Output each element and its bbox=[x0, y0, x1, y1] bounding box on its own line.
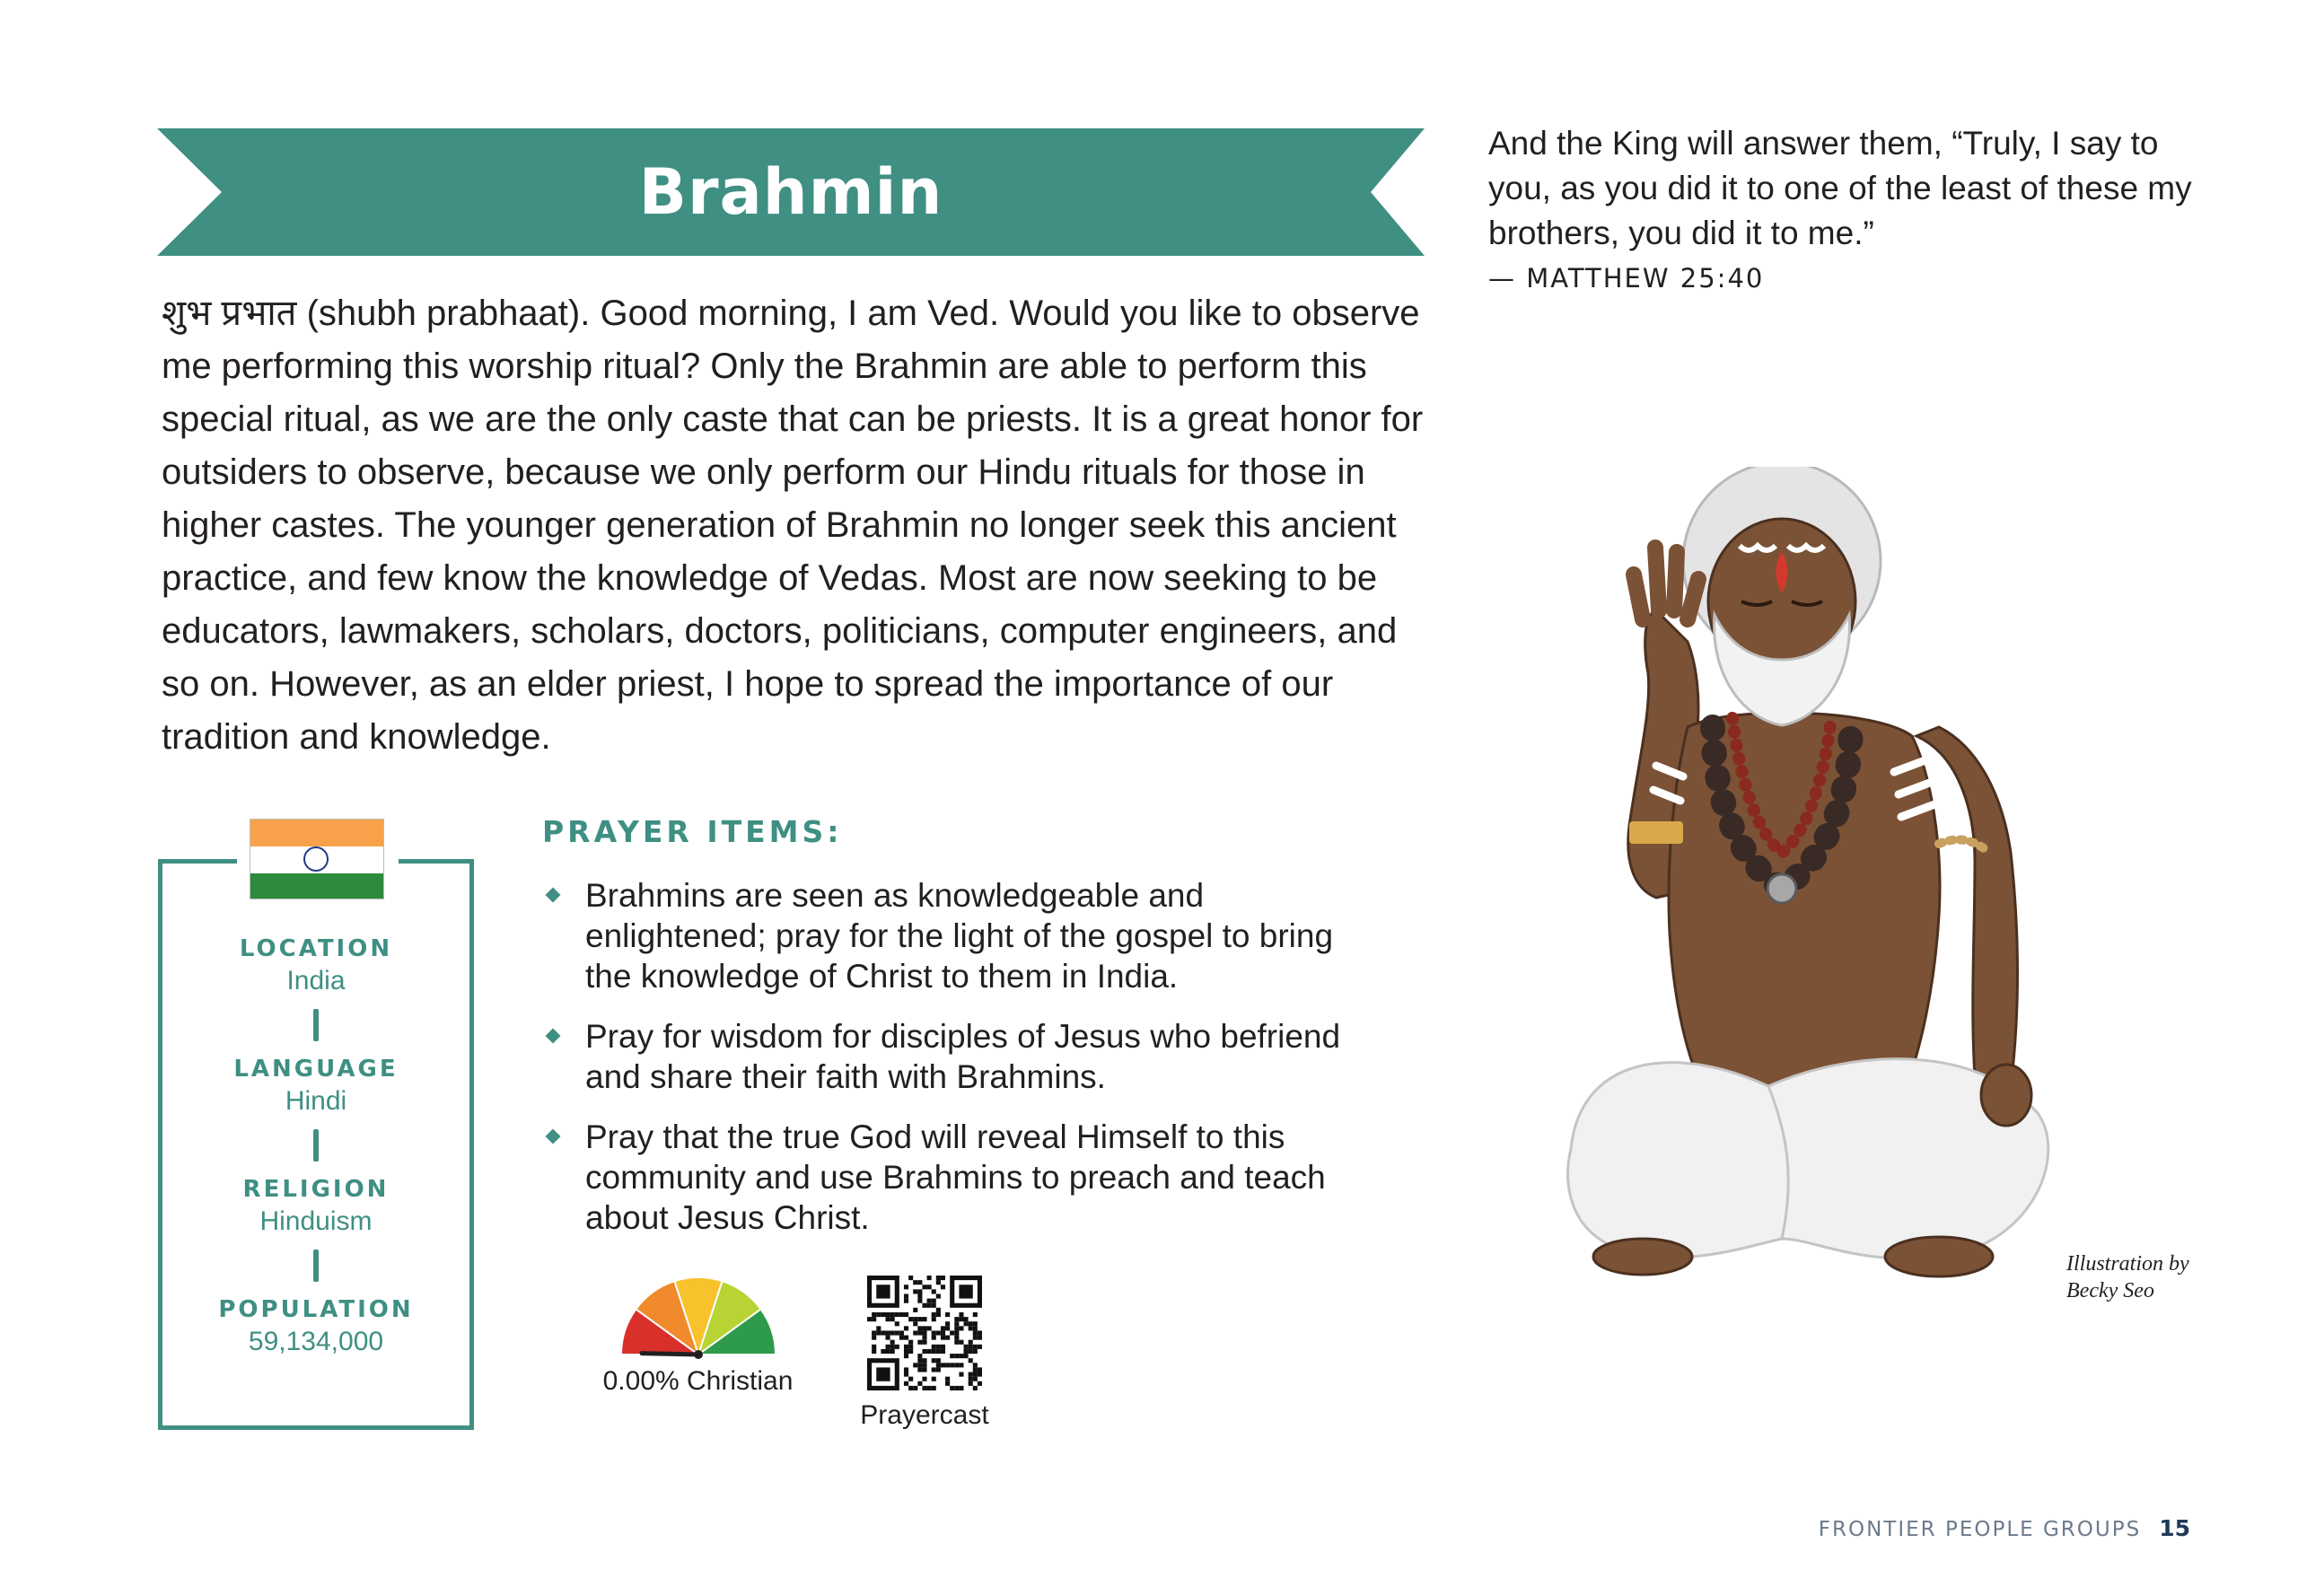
religion-label: RELIGION bbox=[242, 1176, 390, 1203]
credit-line-2: Becky Seo bbox=[2066, 1279, 2154, 1302]
population-label: POPULATION bbox=[218, 1296, 414, 1323]
diamond-bullet-icon bbox=[546, 1129, 561, 1144]
prayer-item-text: Brahmins are seen as knowledgeable and enlightened; pray for the light of the gospel to bring the knowledge of Christ to them in India. bbox=[585, 877, 1334, 995]
prayer-heading: PRAYER ITEMS: bbox=[542, 814, 843, 849]
ashoka-chakra-icon bbox=[303, 846, 329, 872]
population-value: 59,134,000 bbox=[248, 1327, 384, 1356]
diamond-bullet-icon bbox=[546, 888, 561, 903]
brahmin-priest-illustration bbox=[1472, 467, 2101, 1364]
prayer-list bbox=[542, 875, 1350, 1258]
language-label: LANGUAGE bbox=[233, 1056, 399, 1083]
info-divider bbox=[313, 1009, 319, 1041]
intro-paragraph: शुभ प्रभात (shubh prabhaat). Good morning, I am Ved. Would you like to observe me performing this worship ritual? Only the Brahmin are able to perform this special ritual, as we are the only caste that can be priests. It is a great honor for outsiders to observe, because we only perform our Hindu rituals for those in higher castes. The younger generation of Brahmin no longer seek this ancient practice, and few know the knowledge of Vedas. Most are now seeking to be educators, lawmakers, scholars, doctors, politicians, computer engineers, and so on. However, as an elder priest, I hope to spread the importance of our tradition and knowledge. bbox=[162, 294, 1424, 757]
gauge-label: 0.00% Christian bbox=[602, 1366, 794, 1396]
prayer-item bbox=[542, 1016, 1350, 1097]
prayer-item bbox=[542, 1117, 1350, 1238]
illustration-credit bbox=[2066, 1250, 2246, 1304]
gauge-pivot bbox=[694, 1350, 703, 1359]
language-value: Hindi bbox=[285, 1086, 347, 1116]
location-value: India bbox=[286, 966, 346, 995]
page-number: 15 bbox=[2159, 1515, 2190, 1541]
page-title: Brahmin bbox=[638, 155, 943, 229]
india-flag-icon bbox=[250, 819, 384, 899]
prayer-item-text: Pray for wisdom for disciples of Jesus who befriend and share their faith with Brahmins. bbox=[585, 1018, 1341, 1095]
page-footer bbox=[1819, 1515, 2190, 1541]
location-label: LOCATION bbox=[239, 935, 393, 962]
qr-code-icon[interactable] bbox=[867, 1276, 982, 1390]
info-divider bbox=[313, 1129, 319, 1162]
scripture-reference: — MATTHEW 25:40 bbox=[1488, 263, 1765, 294]
religion-value: Hinduism bbox=[259, 1206, 373, 1236]
title-banner bbox=[157, 128, 1425, 256]
qr-label: Prayercast bbox=[860, 1400, 989, 1430]
prayer-item bbox=[542, 875, 1350, 996]
prayer-item-text: Pray that the true God will reveal Himself to this community and use Brahmins to preach and teach about Jesus Christ. bbox=[585, 1118, 1326, 1236]
diamond-bullet-icon bbox=[546, 1029, 561, 1044]
credit-line-1: Illustration by bbox=[2066, 1252, 2189, 1276]
gauge-needle bbox=[642, 1354, 698, 1355]
info-list bbox=[158, 934, 474, 1359]
scripture-quote: And the King will answer them, “Truly, I say to you, as you did it to one of the least of these my brothers, you did it to me.” bbox=[1488, 125, 2192, 251]
footer-section: FRONTIER PEOPLE GROUPS bbox=[1818, 1518, 2142, 1541]
christian-percentage-gauge bbox=[618, 1270, 779, 1360]
info-divider bbox=[313, 1250, 319, 1282]
